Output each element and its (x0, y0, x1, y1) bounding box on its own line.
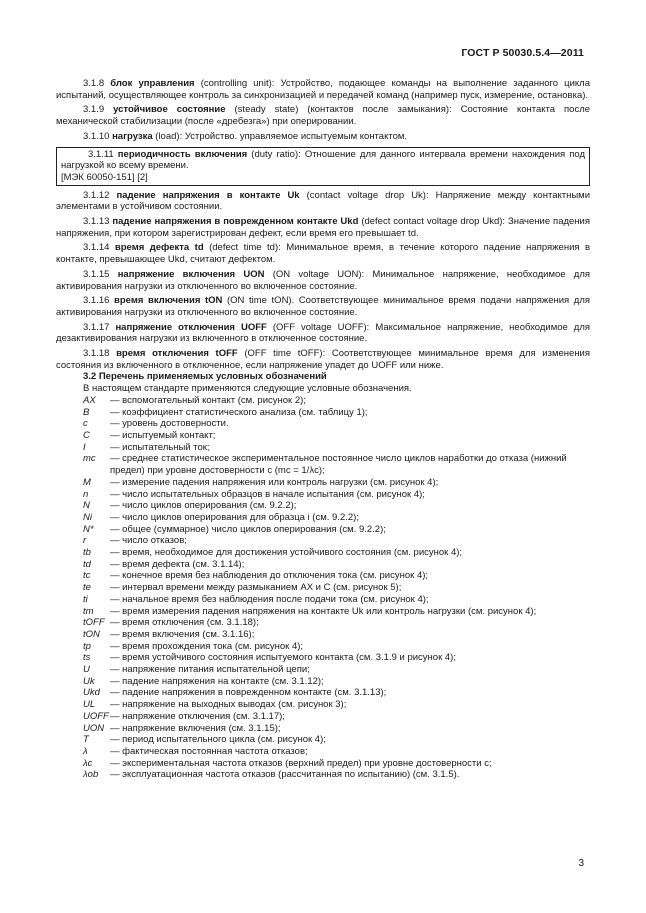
symbol-description: — падение напряжения в поврежденном контакте (см. 3.1.13); (110, 687, 387, 699)
symbol-term: tm (83, 605, 94, 617)
symbol-row (56, 652, 590, 664)
symbol-term: tp (83, 640, 91, 652)
definition-3-1-10 (56, 131, 590, 143)
definition-number: 3.1.8 (83, 78, 105, 89)
symbol-description: — напряжение на выходных выводах (см. рисунок 3); (110, 699, 347, 711)
definition-text: (load): Устройство. управляемое испытуемым контактом. (155, 130, 408, 142)
symbol-term: B (83, 406, 90, 418)
definition-3-1-12 (56, 190, 590, 213)
symbol-description: — время, необходимое для достижения устойчивого состояния (см. рисунок 4); (110, 547, 463, 559)
symbol-row (56, 418, 590, 430)
symbol-term: tb (83, 547, 91, 559)
symbol-term: λ (83, 745, 88, 757)
definition-reference: [МЭК 60050-151] [2] (61, 171, 148, 183)
symbol-row (56, 453, 590, 476)
definition-text: (ON voltage UON): Минимальное напряжение, необходимое для активирования нагрузки из отключенного во включенное состояние. (56, 268, 591, 292)
symbol-row (56, 723, 590, 735)
symbol-row (56, 430, 590, 442)
symbol-term: Ni (83, 511, 92, 523)
symbol-term: UOFF (83, 710, 109, 722)
definition-term: блок управления (110, 78, 195, 89)
definition-term: напряжение отключения UOFF (115, 321, 267, 333)
symbol-row (56, 606, 590, 618)
symbol-row (56, 512, 590, 524)
symbol-description: — время измерения падения напряжения на контакте Uk или контроль нагрузки (см. рисунок 4); (110, 605, 537, 617)
symbol-description: — напряжение отключения (см. 3.1.17); (110, 710, 285, 722)
symbol-term: I (83, 441, 86, 453)
symbol-term: n (83, 488, 89, 500)
definition-text: (controlling unit): Устройство, подающее команды на выполнение заданного цикла испытаний, осуществляющее контроль за синхронизацией и передачей команд (например пуск, измерение, остановка). (56, 78, 591, 101)
symbol-description: — число испытательных образцов в начале испытания (см. рисунок 4); (110, 488, 425, 500)
symbol-description: — фактическая постоянная частота отказов; (110, 745, 308, 757)
symbol-row (56, 676, 590, 688)
symbol-row (56, 524, 590, 536)
definition-3-1-18 (56, 348, 590, 371)
symbol-row (56, 699, 590, 711)
symbol-description: — испытательный ток; (110, 441, 210, 453)
symbol-description: — число циклов оперирования (см. 9.2.2); (110, 500, 297, 512)
definition-number: 3.1.9 (83, 104, 105, 116)
symbol-description: — вспомогательный контакт (см. рисунок 2); (110, 394, 306, 406)
symbol-term: λc (83, 757, 93, 769)
symbol-list (56, 395, 590, 781)
symbol-description: — экспериментальная частота отказов (верхний предел) при уровне достоверности c; (110, 757, 492, 769)
definition-term: время отключения tOFF (116, 348, 238, 360)
symbol-description: — падение напряжения на контакте (см. 3.1.12); (110, 675, 324, 687)
symbol-term: tc (83, 570, 91, 582)
definition-3-1-17 (56, 322, 590, 345)
symbol-row (56, 664, 590, 676)
definition-3-1-9 (56, 104, 590, 127)
definition-number: 3.1.14 (83, 242, 110, 254)
definition-text: (ON time tON). Соответствующее минимальное время подачи напряжения для активирования нагрузки из отключенного во включенное состояние. (56, 295, 591, 318)
symbol-description: — среднее статистическое экспериментальное постоянное число циклов наработки до отказа (нижний предел) при уровне достоверности c (mc = 1/λc); (110, 453, 567, 477)
symbol-description: — уровень достоверности. (110, 418, 229, 430)
symbol-description: — время дефекта (см. 3.1.14); (110, 558, 245, 570)
definitions-top (56, 78, 590, 143)
symbol-row (56, 734, 590, 746)
symbol-description: — число отказов; (110, 535, 187, 547)
symbol-term: mc (83, 453, 96, 465)
definition-term: время дефекта td (114, 242, 204, 254)
definition-number: 3.1.18 (83, 348, 110, 360)
symbol-term: UL (83, 699, 96, 711)
document-header: ГОСТ Р 50030.5.4—2011 (461, 47, 584, 59)
symbol-term: Ukd (83, 687, 100, 699)
definition-3-1-16 (56, 295, 590, 318)
symbol-term: Uk (83, 675, 95, 687)
symbol-description: — время отключения (см. 3.1.18); (110, 617, 259, 629)
definition-number: 3.1.12 (83, 189, 110, 201)
symbol-term: c (83, 418, 88, 430)
definition-text: (defect contact voltage drop Ukd): Значение падения напряжения, при котором зарегистрирован дефект, если время его превышает td. (56, 216, 591, 239)
symbol-row (56, 547, 590, 559)
symbol-description: — конечное время без наблюдения до отключения тока (см. рисунок 4); (110, 570, 429, 582)
definition-number: 3.1.10 (83, 130, 110, 142)
symbol-row (56, 489, 590, 501)
definition-text: (OFF time tOFF): Соответствующее минимальное время для изменения состояния из включенного в отключенное, если напряжение упадет до UOFF или ниже. (56, 348, 591, 371)
definitions-mid (56, 190, 590, 372)
symbol-row (56, 477, 590, 489)
symbol-row (56, 582, 590, 594)
definition-term: напряжение включения UON (117, 268, 265, 280)
definition-text: (OFF voltage UOFF): Максимальное напряжение, необходимое для дезактивирования нагрузки из включенного в отключенное состояние. (56, 321, 591, 345)
definition-term: время включения tON (114, 295, 223, 307)
definition-text: (steady state) (контактов после замыкания): Состояние контакта после механической стабилизации (после «дребезга») при оперировании. (56, 104, 591, 128)
symbol-row (56, 769, 590, 781)
symbol-description: — время устойчивого состояния испытуемого контакта (см. 3.1.9 и рисунок 4); (110, 652, 456, 664)
section-heading: 3.2 Перечень применяемых условных обозначений (83, 371, 327, 383)
symbol-row (56, 500, 590, 512)
symbol-term: te (83, 582, 91, 594)
definition-number: 3.1.13 (83, 216, 110, 228)
definition-term: нагрузка (112, 130, 153, 142)
symbol-description: — напряжение включения (см. 3.1.15); (110, 722, 281, 734)
symbol-row (56, 641, 590, 653)
symbol-description: — эксплуатационная частота отказов (рассчитанная по испытанию) (см. 3.1.5). (110, 769, 460, 781)
symbol-term: td (83, 558, 91, 570)
definition-number: 3.1.17 (83, 321, 110, 333)
symbol-term: ts (83, 652, 91, 664)
symbol-row (56, 687, 590, 699)
definition-number: 3.1.15 (83, 268, 110, 280)
section-intro: В настоящем стандарте применяются следующие условные обозначения. (83, 383, 412, 395)
definition-3-1-14 (56, 242, 590, 265)
symbol-term: λob (83, 769, 99, 781)
symbol-row (56, 442, 590, 454)
symbol-term: tON (83, 628, 100, 640)
definition-term: периодичность включения (117, 148, 248, 160)
definition-text: (contact voltage drop Uk): Напряжение между контактными элементами в устойчивом состоянии. (56, 189, 591, 213)
document-body (56, 78, 590, 781)
definition-3-1-8 (56, 78, 590, 101)
symbol-description: — время прохождения тока (см. рисунок 4); (110, 640, 304, 652)
symbol-term: N* (83, 523, 94, 535)
symbol-term: ti (83, 593, 88, 605)
symbol-term: N (83, 500, 90, 512)
symbol-term: AX (83, 394, 96, 406)
symbol-term: r (83, 535, 87, 547)
symbol-row (56, 746, 590, 758)
symbol-row (56, 535, 590, 547)
symbol-row (56, 617, 590, 629)
symbol-row (56, 407, 590, 419)
symbol-description: — коэффициент статистического анализа (см. таблицу 1); (110, 406, 368, 418)
definition-number: 3.1.16 (83, 295, 110, 307)
symbol-row (56, 559, 590, 571)
definition-term: падение напряжения в поврежденном контакте Ukd (112, 216, 359, 228)
symbol-term: U (83, 664, 90, 676)
boxed-definition-body (61, 149, 585, 172)
definition-number: 3.1.11 (88, 148, 114, 160)
symbol-description: — начальное время без наблюдения после подачи тока (см. рисунок 4); (110, 593, 429, 605)
symbol-row (56, 395, 590, 407)
definition-text: (duty ratio): Отношение для данного интервала времени нахождения под нагрузкой ко всему времени. (61, 148, 586, 172)
symbol-description: — напряжение питания испытательной цепи; (110, 664, 310, 676)
symbol-row (56, 594, 590, 606)
definition-term: падение напряжения в контакте Uk (116, 189, 300, 201)
symbol-row (56, 629, 590, 641)
symbol-description: — время включения (см. 3.1.16); (110, 628, 255, 640)
symbol-description: — общее (суммарное) число циклов оперирования (см. 9.2.2); (110, 523, 386, 535)
definition-3-1-13 (56, 216, 590, 239)
definition-3-1-15 (56, 269, 590, 292)
symbol-term: tOFF (83, 617, 105, 629)
symbol-row (56, 570, 590, 582)
symbol-row (56, 758, 590, 770)
symbol-term: UON (83, 722, 105, 734)
symbol-description: — число циклов оперирования для образца i (см. 9.2.2); (110, 511, 359, 523)
symbol-term: T (83, 734, 89, 746)
symbol-term: M (83, 476, 91, 488)
symbol-term: C (83, 429, 90, 441)
symbol-row (56, 711, 590, 723)
symbol-description: — измерение падения напряжения или контроль нагрузки (см. рисунок 4); (110, 476, 439, 488)
page-number: 3 (578, 858, 584, 869)
definition-text: (defect time td): Минимальное время, в течение которого падение напряжения в контакте, превышающее Ukd, считают дефектом. (56, 242, 591, 266)
symbol-description: — период испытательного цикла (см. рисунок 4); (110, 734, 326, 746)
definition-term: устойчивое состояние (113, 104, 226, 116)
symbol-description: — испытуемый контакт; (110, 429, 216, 441)
boxed-definition-3-1-11 (56, 147, 590, 186)
symbol-description: — интервал времени между размыканием AX и C (см. рисунок 5); (110, 582, 402, 594)
